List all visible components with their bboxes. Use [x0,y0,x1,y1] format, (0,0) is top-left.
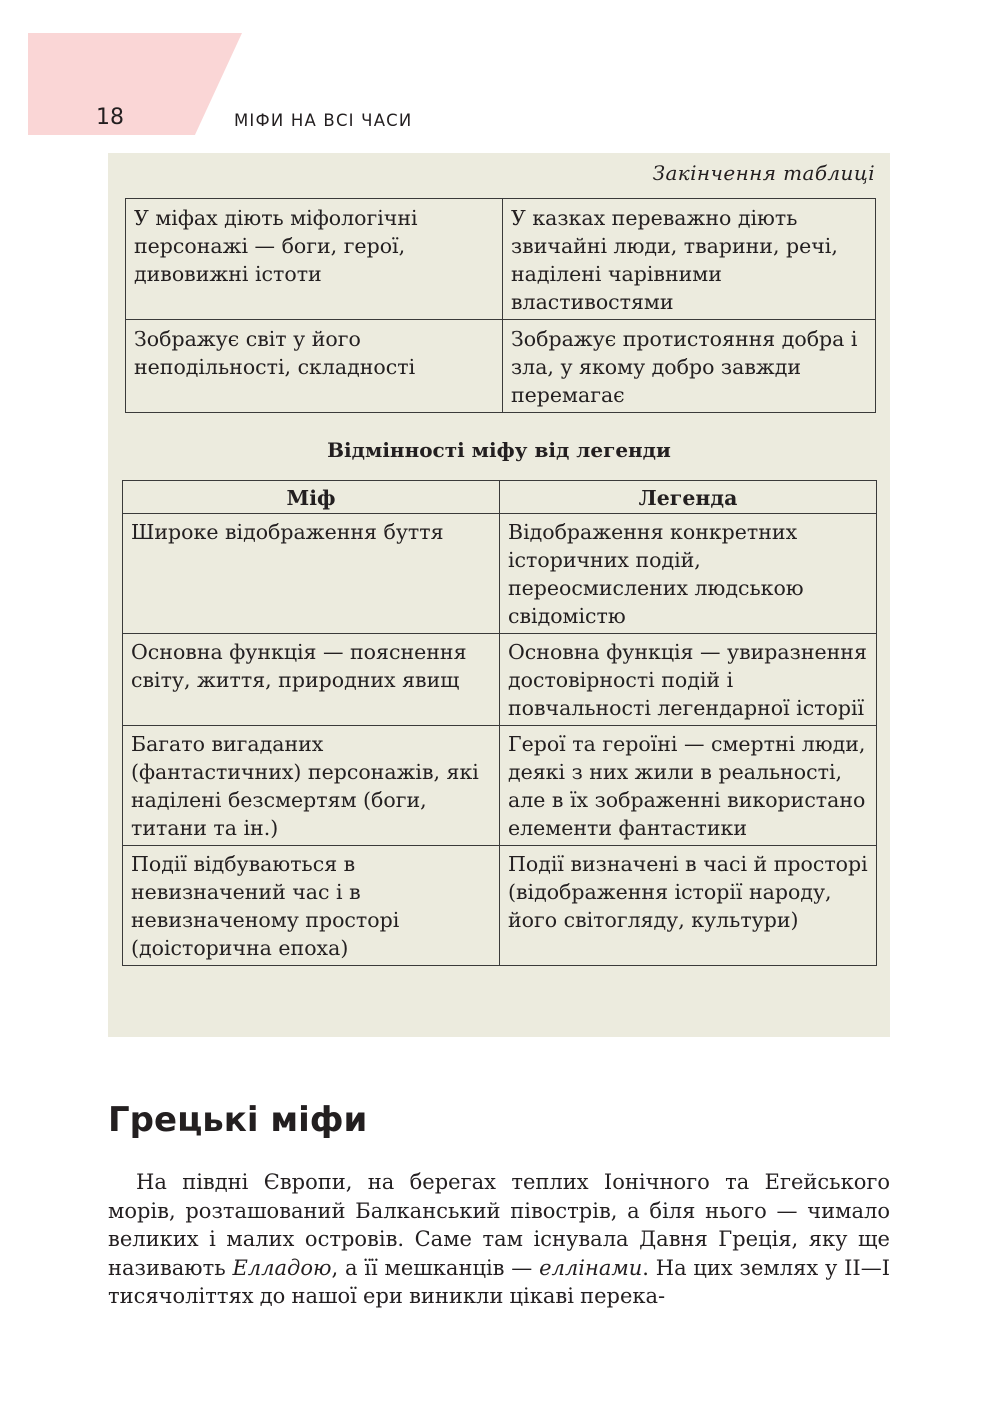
table-header-row [123,481,877,514]
running-title: МІФИ НА ВСІ ЧАСИ [234,111,413,130]
column-header-legend: Легенда [500,481,877,514]
body-paragraph [108,1168,890,1311]
table-cell: Основна функція — увиразнення достовірності подій і повчальності легендарної історії [500,634,877,726]
myth-vs-legend-table [122,480,877,966]
table-cell: Зображує протистояння добра і зла, у якому добро завжди перемагає [503,320,876,413]
table-row [126,199,876,320]
myth-vs-fairytale-table [125,198,876,413]
emphasis-term: Елладою [232,1255,332,1280]
table-row [126,320,876,413]
table-cell: Події відбуваються в невизначений час і в невизначеному просторі (доісторична епоха) [123,846,500,966]
column-header-myth: Міф [123,481,500,514]
table-cell: Події визначені в часі й просторі (відображення історії народу, його світогляду, культури) [500,846,877,966]
table-row [123,514,877,634]
table-row [123,846,877,966]
page-number: 18 [96,105,124,130]
paragraph-text: На півдні Європи, на берегах теплих Іонічного та Егейського морів, розташований Балканський півострів, а біля нього — чимало великих і малих островів. Саме там існувала Давня Греція, яку ще називають [108,1170,890,1280]
tables-panel [108,153,890,1037]
table-cell: Відображення конкретних історичних подій, переосмислених людською свідомістю [500,514,877,634]
table-cell: Зображує світ у його неподільності, складності [126,320,503,413]
emphasis-term: еллінами [539,1255,643,1280]
header-accent-band [28,33,242,135]
table-continuation-label: Закінчення таблиці [652,161,875,185]
table-row [123,726,877,846]
paragraph-text: . На цих землях у II—I тисячоліттях до нашої ери виникли цікаві перека- [108,1255,891,1309]
table-cell: Герої та героїні — смертні люди, деякі з них жили в реальності, але в їх зображенні використано елементи фантастики [500,726,877,846]
table-cell: Широке відображення буття [123,514,500,634]
paragraph-text: , а її мешканців — [331,1255,540,1280]
table-row [123,634,877,726]
table-cell: У міфах діють міфологічні персонажі — боги, герої, дивовижні істоти [126,199,503,320]
section-heading: Грецькі міфи [108,1100,368,1140]
table-cell: Основна функція — пояснення світу, життя, природних явищ [123,634,500,726]
table-title: Відмінності міфу від легенди [327,438,671,462]
table-cell: Багато вигаданих (фантастичних) персонажів, які наділені безсмертям (боги, титани та ін.) [123,726,500,846]
table-cell: У казках переважно діють звичайні люди, тварини, речі, наділені чарівними властивостями [503,199,876,320]
